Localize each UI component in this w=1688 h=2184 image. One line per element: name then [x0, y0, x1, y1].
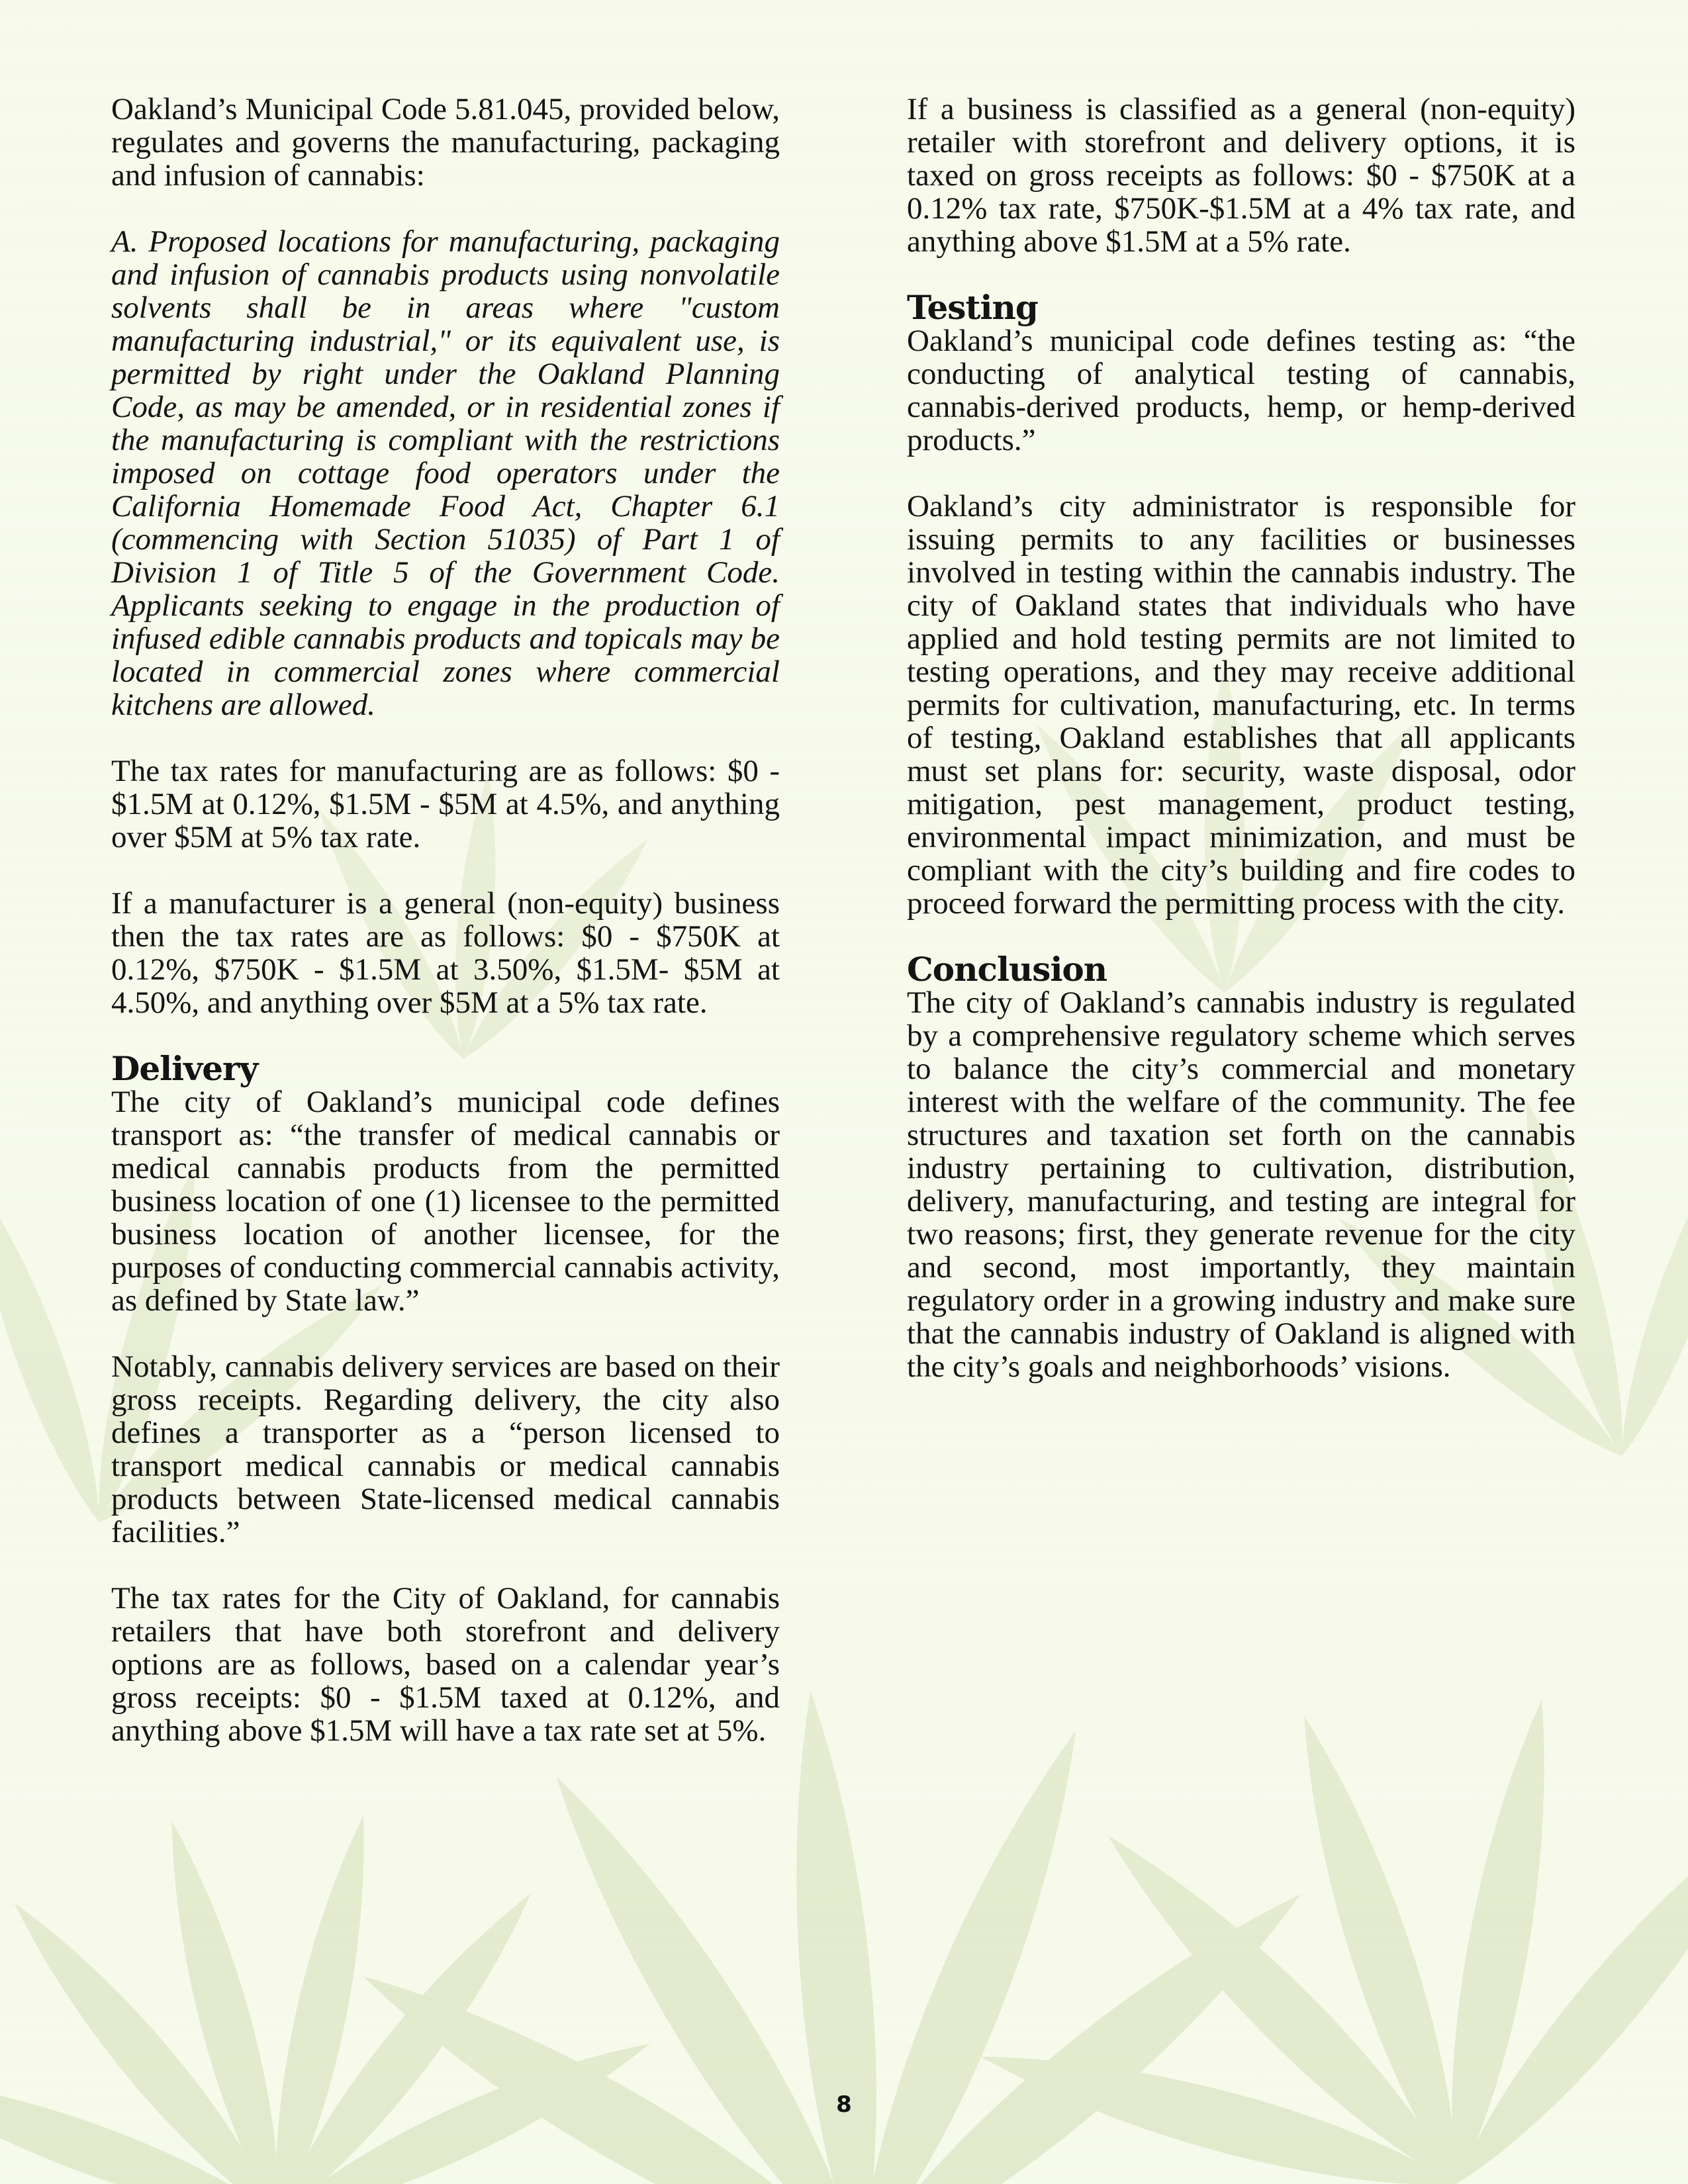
conclusion-heading: Conclusion [907, 950, 1107, 989]
retailer-tax-paragraph: The tax rates for the City of Oakland, for cannabis retailers that have both storefront and delivery options are as follows, based on a calendar year’s gross receipts: $0 - $1.5M taxed at 0.12%, and anything above $1.5M will have a tax rate set at 5%. [111, 1581, 780, 1748]
testing-heading: Testing [907, 288, 1038, 327]
delivery-transporter-paragraph: Notably, cannabis delivery services are based on their gross receipts. Regarding delivery, the city also defines a transporter as a “person licensed to transport medical cannabis or medical cannabis products between State-licensed medical cannabis facilities.” [111, 1349, 780, 1549]
right-column [907, 93, 1575, 1416]
left-column [111, 93, 780, 1780]
municipal-code-quote: A. Proposed locations for manufacturing, packaging and infusion of cannabis products using nonvolatile solvents shall be in areas where "custom manufacturing industrial," or its equivalent use, is permitted by right under the Oakland Planning Code, as may be amended, or in residential zones if the manufacturing is compliant with the restrictions imposed on cottage food operators under the California Homemade Food Act, Chapter 6.1 (commencing with Section 51035) of Part 1 of Division 1 of Title 5 of the Government Code. Applicants seeking to engage in the production of infused edible cannabis products and topicals may be located in commercial zones where commercial kitchens are allowed. [111, 224, 780, 722]
general-retailer-tax-paragraph: If a business is classified as a general (non-equity) retailer with storefront and delivery options, it is taxed on gross receipts as follows: $0 - $750K at a 0.12% tax rate, $750K-$1.5M at a 4% tax rate, and anything above $1.5M at a 5% rate. [907, 92, 1575, 259]
manufacturing-tax-paragraph: The tax rates for manufacturing are as follows: $0 - $1.5M at 0.12%, $1.5M - $5M at 4.5%, and anything over $5M at 5% tax rate. [111, 754, 780, 854]
delivery-definition-paragraph: The city of Oakland’s municipal code defines transport as: “the transfer of medical cannabis or medical cannabis products from the permitted business location of one (1) licensee to the permitted business location of another licensee, for the purposes of conducting commercial cannabis activity, as defined by State law.” [111, 1085, 780, 1318]
page-number: 8 [836, 2091, 852, 2118]
delivery-heading: Delivery [111, 1049, 258, 1088]
testing-definition-paragraph: Oakland’s municipal code defines testing as: “the conducting of analytical testing of cannabis, cannabis-derived products, hemp, or hemp-derived products.” [907, 324, 1575, 457]
testing-permits-paragraph: Oakland’s city administrator is responsible for issuing permits to any facilities or businesses involved in testing within the cannabis industry. The city of Oakland states that individuals who have applied and hold testing permits are not limited to testing operations, and they may receive additional permits for cultivation, manufacturing, etc. In terms of testing, Oakland establishes that all applicants must set plans for: security, waste disposal, odor mitigation, pest management, product testing, environmental impact minimization, and must be compliant with the city’s building and fire codes to proceed forward the permitting process with the city. [907, 489, 1575, 921]
non-equity-tax-paragraph: If a manufacturer is a general (non-equity) business then the tax rates are as follows: $0 - $750K at 0.12%, $750K - $1.5M at 3.50%, $1.5M- $5M at 4.50%, and anything over $5M at a 5% tax rate. [111, 886, 780, 1020]
conclusion-paragraph: The city of Oakland’s cannabis industry is regulated by a comprehensive regulatory scheme which serves to balance the city’s commercial and monetary interest with the welfare of the community. The fee structures and taxation set forth on the cannabis industry pertaining to cultivation, distribution, delivery, manufacturing, and testing are integral for two reasons; first, they generate revenue for the city and second, most importantly, they maintain regulatory order in a growing industry and make sure that the cannabis industry of Oakland is aligned with the city’s goals and neighborhoods’ visions. [907, 985, 1575, 1384]
intro-paragraph: Oakland’s Municipal Code 5.81.045, provided below, regulates and governs the manufacturing, packaging and infusion of cannabis: [111, 92, 780, 193]
